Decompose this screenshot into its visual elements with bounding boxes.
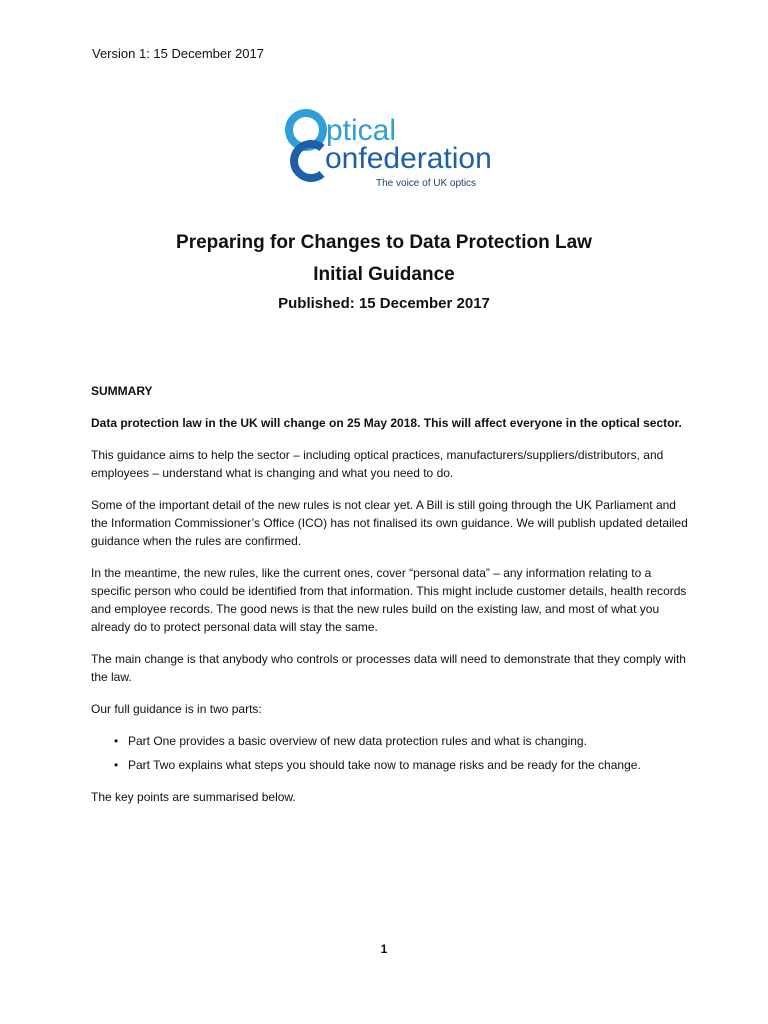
paragraph-parts: Our full guidance is in two parts: xyxy=(91,702,262,716)
list-item-text: Part One provides a basic overview of new data protection rules and what is changing. xyxy=(128,734,587,748)
paragraph-detail: Some of the important detail of the new rules is not clear yet. A Bill is still going through the UK Parliament and the Information Commissioner’s Office (ICO) has not finalised its own guidance. We will publish updated detailed guidance when the rules are confirmed. xyxy=(91,498,688,548)
summary-section xyxy=(91,382,691,820)
logo-word-confederation: onfederation xyxy=(325,142,492,175)
document-subtitle: Initial Guidance xyxy=(313,264,455,285)
list-item-text: Part Two explains what steps you should take now to manage risks and be ready for the change. xyxy=(128,758,641,772)
parts-list xyxy=(91,732,691,774)
logo-word-optical: ptical xyxy=(326,114,397,147)
optical-confederation-logo xyxy=(282,104,492,192)
bullet-icon: • xyxy=(114,734,119,748)
paragraph-main-change: The main change is that anybody who controls or processes data will need to demonstrate that they comply with the law. xyxy=(91,652,686,684)
paragraph-intro: Data protection law in the UK will change on 25 May 2018. This will affect everyone in the optical sector. xyxy=(91,416,682,430)
paragraph-aim: This guidance aims to help the sector – including optical practices, manufacturers/suppliers/distributors, and employees – understand what is changing and what you need to do. xyxy=(91,448,664,480)
paragraph-key-points: The key points are summarised below. xyxy=(91,790,296,804)
logo-tagline: The voice of UK optics xyxy=(376,178,477,189)
page-number: 1 xyxy=(380,942,388,956)
document-title: Preparing for Changes to Data Protection Law xyxy=(176,232,592,253)
list-item xyxy=(91,732,691,750)
version-label: Version 1: 15 December 2017 xyxy=(92,46,264,61)
list-item xyxy=(91,756,691,774)
paragraph-personal-data: In the meantime, the new rules, like the current ones, cover “personal data” – any information relating to a specific person who could be identified from that information. This might include customer details, health records and employee records. The good news is that the new rules build on the existing law, and most of what you already do to protect personal data will stay the same. xyxy=(91,566,687,634)
bullet-icon: • xyxy=(114,758,119,772)
section-heading: SUMMARY xyxy=(91,384,153,398)
published-date: Published: 15 December 2017 xyxy=(278,295,490,312)
